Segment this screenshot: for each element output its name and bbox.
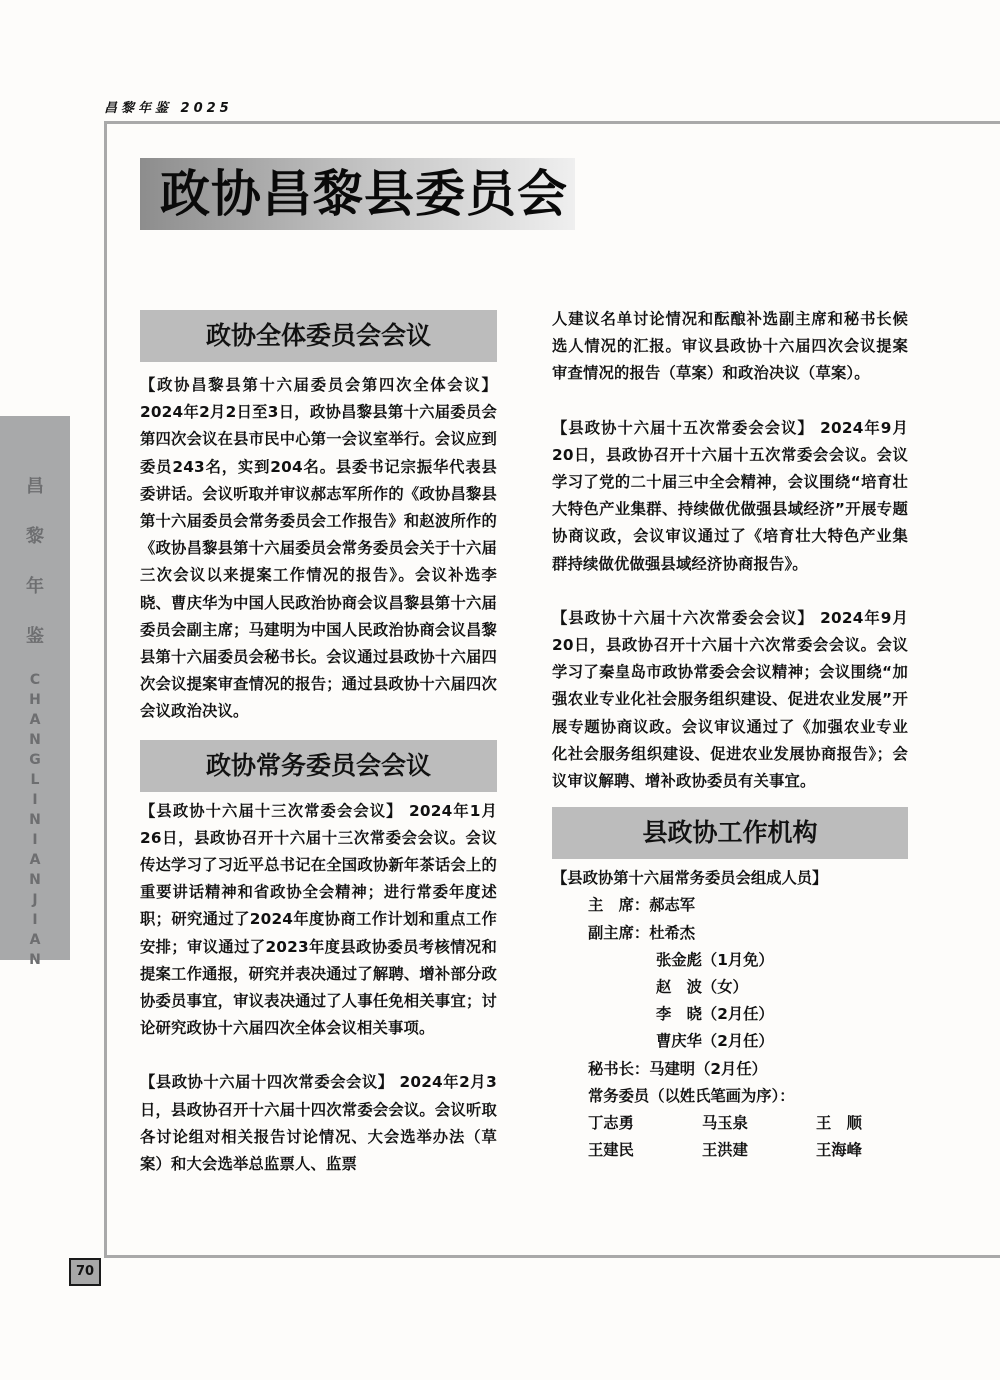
side-tab-letter: G xyxy=(29,752,41,768)
section-heading-work-organs: 县政协工作机构 xyxy=(552,807,908,859)
page-title: 政协昌黎县委员会 xyxy=(160,165,568,223)
side-tab-letter: A xyxy=(29,852,41,868)
roster-members-label: 常务委员（以姓氏笔画为序）： xyxy=(588,1086,795,1105)
article-body: 2024年2月3日，县政协召开十六届十四次常委会会议。会议听取各讨论组对相关报告讨论情况、大会选举办法（草案）和大会选举总监票人、监票 xyxy=(140,1073,497,1174)
article-body: 2024年9月20日，县政协召开十六届十六次常委会会议。会议学习了秦皇岛市政协常委会会议精神；会议围绕“加强农业专业化社会服务组织建设、促进农业发展”开展专题协商议政。会议审议通过了《加强农业专业化社会服务组织建设、促进农业发展协商报告》；会议审议解聘、增补政协委员有关事宜。 xyxy=(552,608,908,791)
article-continuation: 人建议名单讨论情况和酝酿补选副主席和秘书长候选人情况的汇报。审议县政协十六届四次会议提案审查情况的报告（草案）和政治决议（草案）。 xyxy=(552,310,908,383)
side-tab-letter: C xyxy=(29,672,41,688)
roster-subheading: 【县政协第十六届常务委员会组成人员】 xyxy=(552,869,828,888)
side-tab-letter: A xyxy=(29,712,41,728)
roster-chairman: 主 席：郝志军 xyxy=(588,896,696,915)
article-plenary-session xyxy=(140,372,497,726)
running-head: 昌黎年鉴 2025 xyxy=(104,101,233,116)
side-tab-char: 鉴 xyxy=(26,626,44,647)
article-lead: 【县政协十六届十三次常委会会议】 xyxy=(140,801,403,820)
article-body: 2024年1月26日，县政协召开十六届十三次常委会会议。会议传达学习了习近平总书记在全国政协新年茶话会上的重要讲话精神和省政协全会精神；进行常委年度述职；研究通过了2024年度协商工作计划和重点工作安排；审议通过了2023年度县政协委员考核情况和提案工作通报，研究并表决通过了解聘、增补部分政协委员事宜，审议表决通过了人事任免相关事宜；讨论研究政协十六届四次全体会议相关事项。 xyxy=(140,801,497,1038)
side-tab-letter: I xyxy=(32,792,38,808)
side-tab-letter: J xyxy=(32,892,38,908)
roster-vice-chairman: 副主席：杜希杰 xyxy=(588,923,696,942)
roster-members-grid xyxy=(552,1110,908,1164)
roster-member: 马玉泉 xyxy=(702,1114,748,1133)
side-tab-letter: L xyxy=(30,772,40,788)
frame-left-rule xyxy=(104,121,107,1258)
article-15th-standing-meeting xyxy=(552,415,908,578)
side-tab-letter: I xyxy=(32,912,38,928)
roster-vice-chairman: 张金彪（1月免） xyxy=(656,950,774,969)
roster-member: 王海峰 xyxy=(816,1141,862,1160)
article-16th-standing-meeting xyxy=(552,605,908,795)
section-heading-standing-committee: 政协常务委员会会议 xyxy=(140,740,497,792)
side-tab-letter: N xyxy=(29,872,41,888)
roster-vice-chairman: 赵 波（女） xyxy=(656,978,748,997)
section-heading-plenary: 政协全体委员会会议 xyxy=(140,310,497,362)
right-column xyxy=(552,306,908,1164)
frame-bottom-rule xyxy=(104,1255,1000,1258)
side-tab-char: 昌 xyxy=(26,476,44,497)
article-lead: 【县政协十六届十六次常委会会议】 xyxy=(552,608,814,627)
article-13th-standing-meeting xyxy=(140,798,497,1043)
side-tab-letter: A xyxy=(29,932,41,948)
article-lead: 【县政协十六届十五次常委会会议】 xyxy=(552,418,814,437)
article-14th-standing-meeting xyxy=(140,1069,497,1178)
frame-top-rule xyxy=(104,121,1000,124)
roster-vice-chairman: 曹庆华（2月任） xyxy=(656,1032,774,1051)
roster-member: 丁志勇 xyxy=(588,1114,634,1133)
side-tab-char: 黎 xyxy=(26,526,44,547)
side-tab-romanization xyxy=(0,670,70,970)
roster-member: 王洪建 xyxy=(702,1141,748,1160)
roster-vice-chairman: 李 晓（2月任） xyxy=(656,1005,774,1024)
side-tab-char: 年 xyxy=(26,576,44,597)
side-tab-letter: N xyxy=(29,732,41,748)
page-number: 70 xyxy=(69,1258,101,1286)
roster-secretary-general: 秘书长：马建明（2月任） xyxy=(588,1059,767,1078)
article-body: 2024年2月2日至3日，政协昌黎县第十六届委员会第四次会议在县市民中心第一会议室举行。会议应到委员243名，实到204名。县委书记宗振华代表县委讲话。会议听取并审议郝志军所作的《政协昌黎县第十六届委员会常务委员会工作报告》和赵波所作的《政协昌黎县第十六届委员会常务委员会关于十六届三次会议以来提案工作情况的报告》。会议补选李晓、曹庆华为中国人民政治协商会议昌黎县第十六届委员会副主席；马建明为中国人民政治协商会议昌黎县第十六届委员会秘书长。会议通过县政协十六届四次会议提案审查情况的报告；通过县政协十六届四次会议政治决议。 xyxy=(140,403,497,721)
article-lead: 【政协昌黎县第十六届委员会第四次全体会议】 xyxy=(140,376,497,394)
committee-roster xyxy=(552,865,908,1164)
roster-member: 王建民 xyxy=(588,1141,634,1160)
article-body: 2024年9月20日，县政协召开十六届十五次常委会会议。会议学习了党的二十届三中全会精神，会议围绕“培育壮大特色产业集群、持续做优做强县域经济”开展专题协商议政，会议审议通过了《培育壮大特色产业集群持续做优做强县域经济协商报告》。 xyxy=(552,418,908,573)
roster-member: 王 顺 xyxy=(816,1114,862,1133)
side-tab-letter: I xyxy=(32,832,38,848)
article-lead: 【县政协十六届十四次常委会会议】 xyxy=(140,1073,394,1092)
left-column xyxy=(140,310,497,1178)
side-tab-letter: N xyxy=(29,952,41,968)
side-tab xyxy=(0,416,70,968)
side-tab-letter: H xyxy=(29,692,41,708)
side-tab-letter: N xyxy=(29,812,41,828)
